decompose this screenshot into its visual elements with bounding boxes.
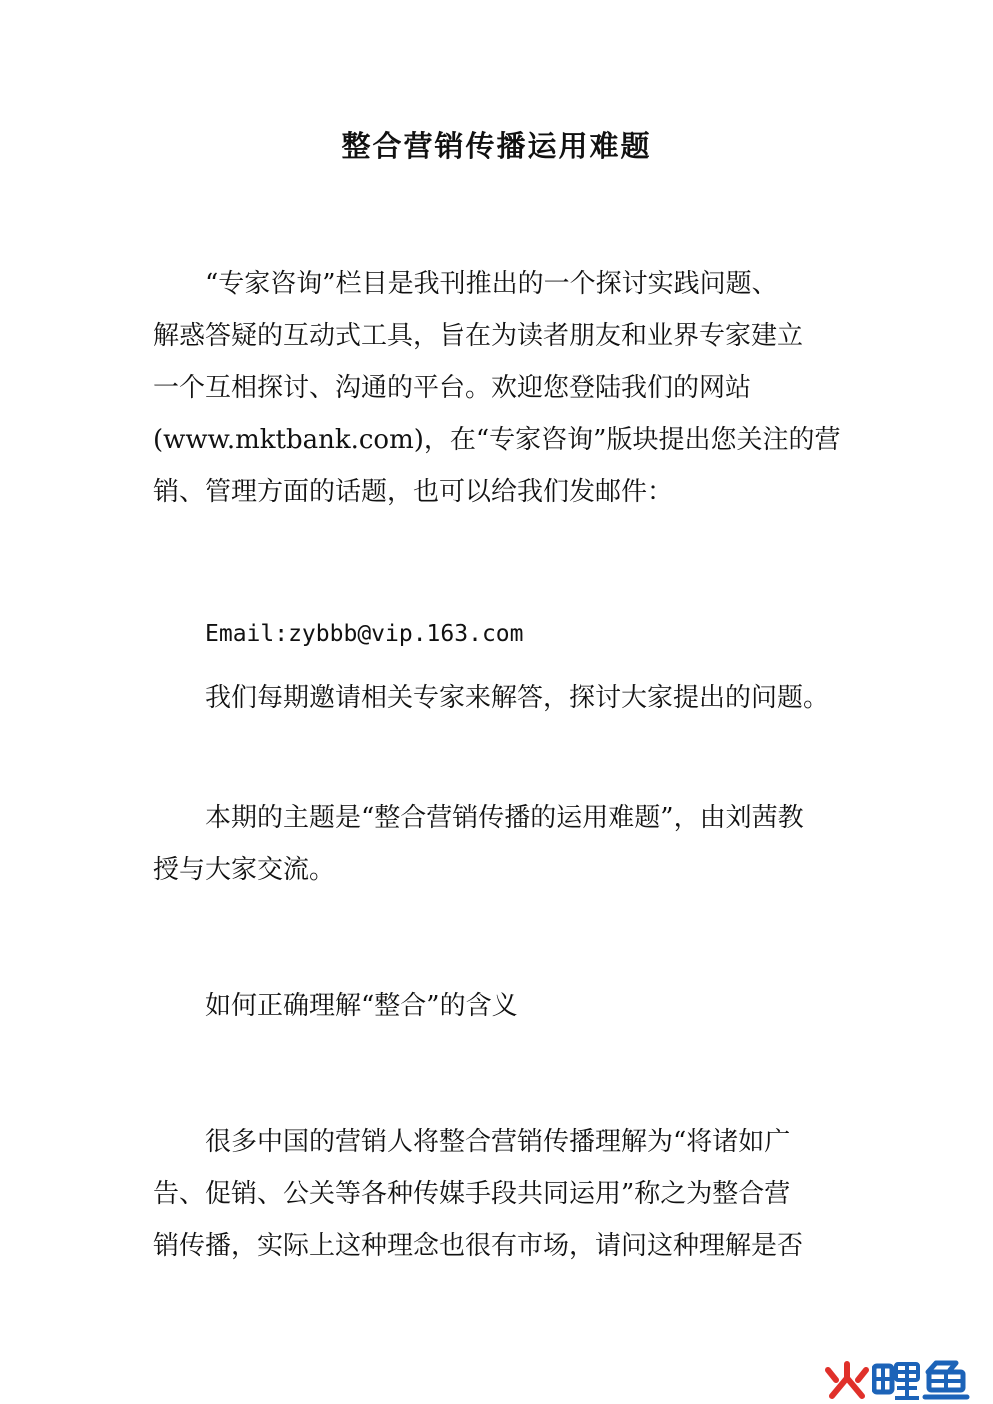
- intro-line-3: 一个互相探讨、沟通的平台。欢迎您登陆我们的网站: [153, 373, 752, 403]
- fire-glyph-icon: [824, 1360, 870, 1400]
- document-title: 整合营销传播运用难题: [341, 129, 652, 163]
- intro-line-4: (www.mktbank.com)，在“专家咨询”版块提出您关注的营: [153, 425, 841, 455]
- question-line-3: 销传播，实际上这种理念也很有市场，请问这种理解是否: [153, 1231, 804, 1261]
- theme-line-1: 本期的主题是“整合营销传播的运用难题”，由刘茜教: [205, 803, 804, 833]
- question-line-2: 告、促销、公关等各种传媒手段共同运用”称之为整合营: [153, 1179, 791, 1209]
- intro-line-1: “专家咨询”栏目是我刊推出的一个探讨实践问题、: [205, 269, 778, 299]
- question-heading: 如何正确理解“整合”的含义: [205, 991, 518, 1021]
- intro-line-2: 解惑答疑的互动式工具，旨在为读者朋友和业界专家建立: [153, 321, 804, 351]
- invite-line: 我们每期邀请相关专家来解答，探讨大家提出的问题。: [205, 683, 830, 713]
- question-line-1: 很多中国的营销人将整合营销传播理解为“将诸如广: [205, 1127, 791, 1157]
- intro-line-5: 销、管理方面的话题，也可以给我们发邮件：: [153, 477, 674, 507]
- theme-line-2: 授与大家交流。: [153, 855, 336, 885]
- email-address: Email:zybbb@vip.163.com: [205, 621, 524, 647]
- watermark-logo: [824, 1360, 970, 1400]
- carp-glyph-icon: [872, 1360, 920, 1400]
- fish-glyph-icon: [922, 1360, 970, 1400]
